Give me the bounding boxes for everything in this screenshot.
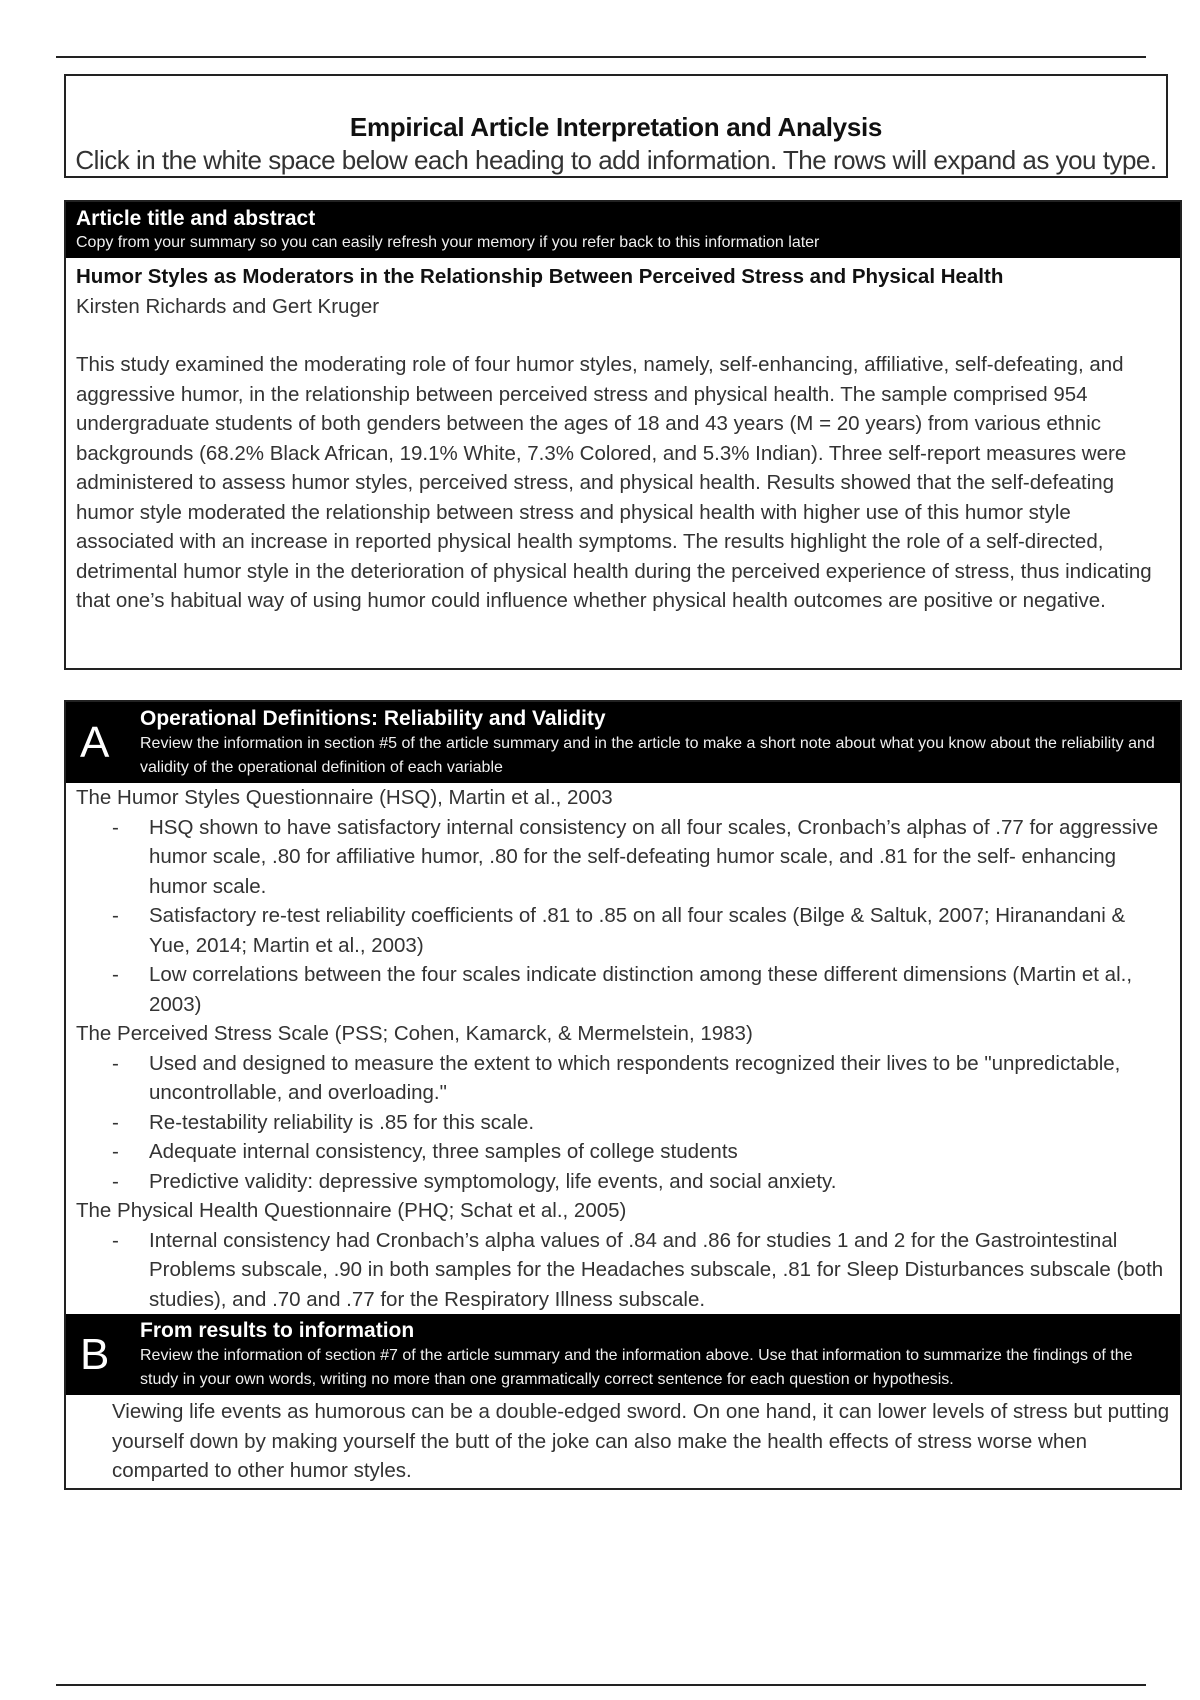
measure-notes	[76, 1049, 1170, 1197]
section-a-heading: Operational Definitions: Reliability and Validity	[140, 707, 606, 730]
abstract-heading: Article title and abstract	[76, 207, 316, 230]
list-item: - Predictive validity: depressive symptomology, life events, and social anxiety.	[76, 1167, 1170, 1197]
measure-notes	[76, 813, 1170, 1020]
measure-title: The Physical Health Questionnaire (PHQ; Schat et al., 2005)	[76, 1199, 627, 1222]
abstract-input-area[interactable]	[66, 258, 1180, 668]
page-instructions: Click in the white space below each heading to add information. The rows will expand as you type.	[75, 145, 1157, 175]
list-item: - Re-testability reliability is .85 for this scale.	[76, 1108, 1170, 1138]
section-a-input-area[interactable]	[66, 783, 1180, 1314]
section-a-heading-bar	[66, 702, 1180, 783]
top-rule	[56, 56, 1146, 58]
section-b-heading-bar	[66, 1314, 1180, 1395]
page-title: Empirical Article Interpretation and Analysis	[349, 112, 883, 142]
list-item: - Used and designed to measure the extent to which respondents recognized their lives to be "unpredictable, uncontrollable, and overloading."	[76, 1049, 1170, 1108]
section-b-hint: Review the information of section #7 of the article summary and the information above. Use that information to summarize the findings of the study in your own words, writing no more than one grammatically correct sentence for each question or hypothesis.	[140, 1347, 1133, 1388]
measure-title: The Perceived Stress Scale (PSS; Cohen, Kamarck, & Mermelstein, 1983)	[76, 1022, 753, 1045]
measure-notes	[76, 1226, 1170, 1315]
bottom-rule	[56, 1684, 1146, 1686]
article-title: Humor Styles as Moderators in the Relationship Between Perceived Stress and Physical Health	[76, 265, 1004, 288]
section-a-letter: A	[80, 717, 110, 767]
section-b-letter: B	[80, 1329, 110, 1379]
measure-title: The Humor Styles Questionnaire (HSQ), Martin et al., 2003	[76, 786, 613, 809]
section-b-heading: From results to information	[140, 1319, 415, 1342]
abstract-hint: Copy from your summary so you can easily refresh your memory if you refer back to this information later	[76, 234, 820, 251]
abstract-heading-bar	[66, 202, 1180, 258]
section-a-hint: Review the information in section #5 of the article summary and in the article to make a short note about what you know about the reliability and validity of the operational definition of each variable	[140, 735, 1155, 776]
sections-ab	[64, 700, 1182, 1490]
worksheet-header	[64, 74, 1168, 178]
article-abstract: This study examined the moderating role of four humor styles, namely, self-enhancing, affiliative, self-defeating, and aggressive humor, in the relationship between perceived stress and physical health. The sample comprised 954 undergraduate students of both genders between the ages of 18 and 43 years (M = 20 years) from various ethnic backgrounds (68.2% Black African, 19.1% White, 7.3% Colored, and 5.3% Indian). Three self-report measures were administered to assess humor styles, perceived stress, and physical health. Results showed that the self-defeating humor style moderated the relationship between stress and physical health with higher use of this humor style associated with an increase in reported physical health symptoms. The results highlight the role of a self-directed, detrimental humor style in the deterioration of physical health during the perceived experience of stress, thus indicating that one’s habitual way of using humor could influence whether physical health outcomes are positive or negative.	[76, 353, 1152, 612]
abstract-section	[64, 200, 1182, 670]
section-b-input-area[interactable]	[66, 1395, 1180, 1488]
list-item: - Satisfactory re-test reliability coefficients of .81 to .85 on all four scales (Bilge & Saltuk, 2007; Hiranandani & Yue, 2014; Martin et al., 2003)	[76, 901, 1170, 960]
list-item: - HSQ shown to have satisfactory internal consistency on all four scales, Cronbach’s alphas of .77 for aggressive humor scale, .80 for affiliative humor, .80 for the self-defeating humor scale, and .81 for the self- enhancing humor scale.	[76, 813, 1170, 902]
list-item: - Low correlations between the four scales indicate distinction among these different dimensions (Martin et al., 2003)	[76, 960, 1170, 1019]
article-authors: Kirsten Richards and Gert Kruger	[76, 294, 380, 318]
list-item: - Internal consistency had Cronbach’s alpha values of .84 and .86 for studies 1 and 2 for the Gastrointestinal Problems subscale, .90 in both samples for the Headaches subscale, .81 for Sleep Disturbances subscale (both studies), and .70 and .77 for the Respiratory Illness subscale.	[76, 1226, 1170, 1315]
results-summary: Viewing life events as humorous can be a double-edged sword. On one hand, it can lower levels of stress but putting yourself down by making yourself the butt of the joke can also make the health effects of stress worse when comparted to other humor styles.	[112, 1400, 1170, 1482]
list-item: - Adequate internal consistency, three samples of college students	[76, 1137, 1170, 1167]
